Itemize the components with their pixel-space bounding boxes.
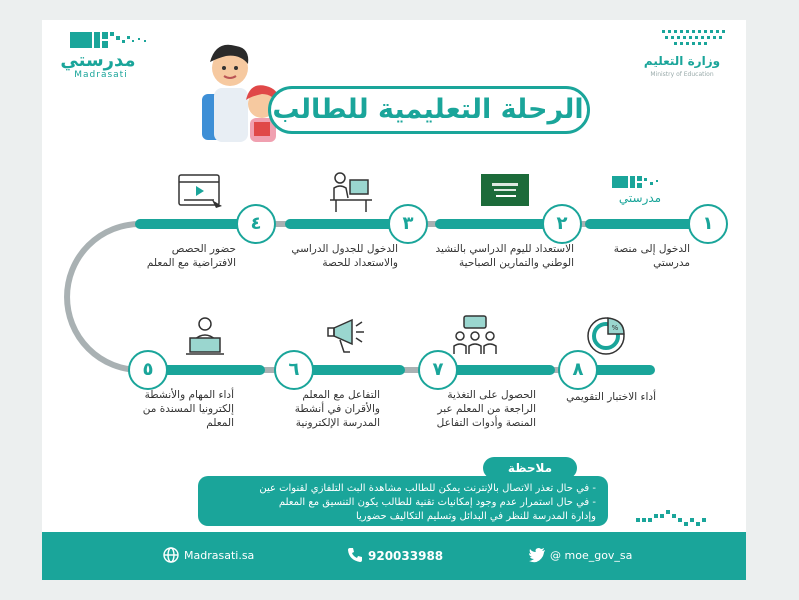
globe-icon [162, 546, 180, 564]
step-3-label-line: الدخول للجدول الدراسي [291, 243, 398, 255]
step-7-label-line: الراجعة من المعلم عبر [437, 403, 536, 415]
note-box [198, 476, 608, 526]
step-5-number: ٥ [128, 350, 168, 390]
step-3-label-line: والاستعداد للحصة [322, 257, 398, 269]
svg-text:%: % [611, 324, 619, 332]
step-1-label-line: مدرستي [653, 257, 690, 269]
step-5-label-line: إلكترونيا المسندة من [142, 403, 234, 415]
step-7-label-line: الحصول على التغذية [447, 389, 536, 401]
step-2-label-line: الاستعداد لليوم الدراسي بالنشيد [435, 243, 574, 255]
step-5-label [94, 388, 234, 430]
step-6-label-line: والأقران في أنشطة [294, 403, 380, 415]
step-7-label-line: المنصة وأدوات التفاعل [436, 417, 536, 429]
step-2-number: ٢ [542, 204, 582, 244]
madrasati-logo-icon [610, 172, 680, 212]
decorative-dots-icon [632, 506, 712, 530]
step-3-number: ٣ [388, 204, 428, 244]
phone-icon [346, 546, 364, 564]
group-discussion-icon [450, 314, 500, 358]
note-line: - في حال تعذر الاتصال بالإنترنت يمكن للطالب مشاهدة البث التلفازي لقنوات عين [259, 483, 596, 494]
moe-logo-ar: وزارة التعليم [643, 54, 721, 68]
step-4-label-line: حضور الحصص [171, 243, 236, 255]
step-2-label [424, 242, 574, 270]
moe-logo-en: Ministry of Education [650, 71, 714, 78]
step-8-label-line: أداء الاختبار التقويمي [566, 391, 656, 403]
step-5-label-line: أداء المهام والأنشطة [144, 389, 234, 401]
step-7-number: ٧ [418, 350, 458, 390]
assessment-chart-icon [584, 312, 634, 358]
page-title: الرحلة التعليمية للطالب [272, 94, 584, 125]
note-title: ملاحظة [483, 457, 577, 479]
step-6-label-line: المدرسة الإلكترونية [295, 417, 380, 429]
step-8-label [516, 390, 656, 404]
step-6-label [240, 388, 380, 430]
ministry-logo-en: Madrasati [74, 70, 128, 80]
saudi-flag-icon [480, 173, 530, 207]
laptop-student-icon [180, 314, 230, 358]
note-line: - في حال استمرار عدم وجود إمكانيات تقنية للطالب يكون التنسيق مع المعلم [278, 497, 596, 508]
step-4-number: ٤ [236, 204, 276, 244]
step-2-label-line: الوطني والتمارين الصباحية [459, 257, 574, 269]
step-6-number: ٦ [274, 350, 314, 390]
step-1-number: ١ [688, 204, 728, 244]
note-line: وإدارة المدرسة للنظر في البدائل وتسليم التكاليف حضوريا [355, 511, 596, 522]
step-4-label [96, 242, 236, 270]
megaphone-icon [320, 314, 370, 358]
step-8-number: ٨ [558, 350, 598, 390]
footer-twitter-handle[interactable]: @ moe_gov_sa [550, 549, 633, 562]
video-lesson-icon [176, 172, 226, 212]
step-4-label-line: الافتراضية مع المعلم [146, 257, 236, 269]
step-3-label [258, 242, 398, 270]
footer-website-link[interactable]: Madrasati.sa [184, 549, 255, 562]
ministry-logo-ar: مدرستي [60, 50, 136, 71]
step-7-label [396, 388, 536, 430]
twitter-icon [528, 546, 546, 564]
step-1-label-line: الدخول إلى منصة [613, 243, 690, 255]
desk-student-icon [326, 170, 376, 214]
step-5-label-line: المعلم [206, 417, 234, 429]
footer-phone[interactable]: 920033988 [368, 549, 444, 563]
svg-text:مدرستي: مدرستي [618, 191, 662, 205]
step-6-label-line: التفاعل مع المعلم [302, 389, 380, 401]
